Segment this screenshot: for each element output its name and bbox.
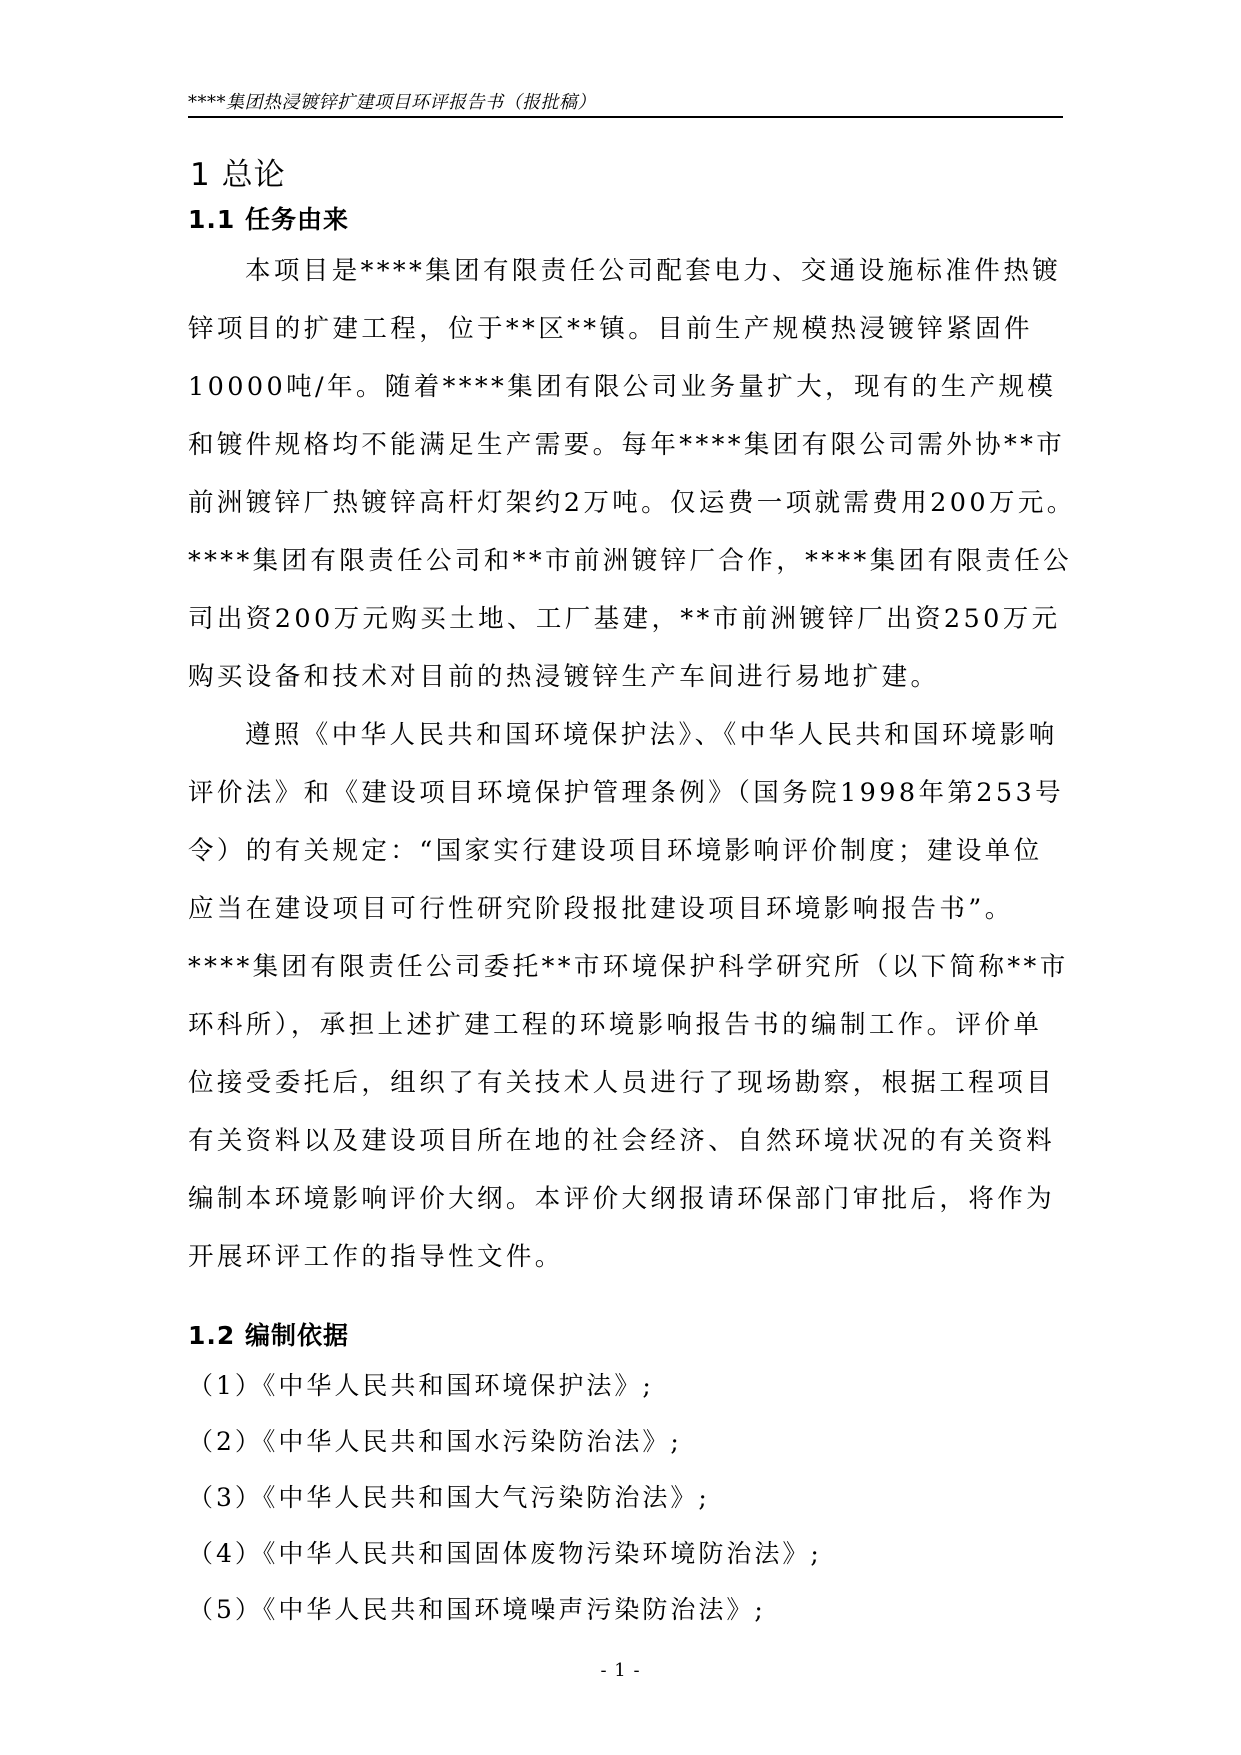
- list-item: （3）《中华人民共和国大气污染防治法》;: [188, 1483, 710, 1512]
- paragraph-line: 开展环评工作的指导性文件。: [188, 1242, 564, 1272]
- paragraph-line: 位接受委托后，组织了有关技术人员进行了现场勘察，根据工程项目: [188, 1068, 1056, 1098]
- paragraph-line: 和镀件规格均不能满足生产需要。每年****集团有限公司需外协**市: [188, 430, 1066, 460]
- paragraph-line: 应当在建设项目可行性研究阶段报批建设项目环境影响报告书”。: [188, 894, 1014, 924]
- paragraph-line: 本项目是****集团有限责任公司配套电力、交通设施标准件热镀: [245, 256, 1062, 286]
- paragraph-task-origin: [188, 242, 1076, 706]
- paragraph-line: 司出资200万元购买土地、工厂基建，**市前洲镀锌厂出资250万元: [188, 604, 1061, 634]
- list-item: （5）《中华人民共和国环境噪声污染防治法》;: [188, 1595, 766, 1624]
- paragraph-line: 10000吨/年。随着****集团有限公司业务量扩大，现有的生产规模: [188, 372, 1057, 402]
- paragraph-line: 环科所），承担上述扩建工程的环境影响报告书的编制工作。评价单: [188, 1010, 1043, 1040]
- list-item: （2）《中华人民共和国水污染防治法》;: [188, 1427, 682, 1456]
- paragraph-line: ****集团有限责任公司委托**市环境保护科学研究所（以下简称**市: [188, 952, 1069, 982]
- paragraph-line: 令）的有关规定：“国家实行建设项目环境影响评价制度；建设单位: [188, 836, 1043, 866]
- paragraph-line: 遵照《中华人民共和国环境保护法》、《中华人民共和国环境影响: [245, 720, 1058, 750]
- basis-list: [188, 1358, 1063, 1638]
- paragraph-legal-basis: [188, 706, 1069, 1286]
- paragraph-line: 购买设备和技术对目前的热浸镀锌生产车间进行易地扩建。: [188, 662, 940, 692]
- page-header: [188, 86, 1063, 118]
- section-spacer: [188, 1286, 1063, 1314]
- list-item: （4）《中华人民共和国固体废物污染环境防治法》;: [188, 1539, 822, 1568]
- paragraph-line: ****集团有限责任公司和**市前洲镀锌厂合作，****集团有限责任公: [188, 546, 1073, 576]
- paragraph-line: 前洲镀锌厂热镀锌高杆灯架约2万吨。仅运费一项就需费用200万元。: [188, 488, 1076, 518]
- section-title-1-2: 1.2 编制依据: [188, 1321, 349, 1350]
- document-running-title: ****集团热浸镀锌扩建项目环评报告书（报批稿）: [188, 92, 596, 113]
- page-number: - 1 -: [600, 1660, 641, 1681]
- page-content: [188, 140, 1076, 1638]
- list-item: （1）《中华人民共和国环境保护法》;: [188, 1371, 654, 1400]
- paragraph-line: 评价法》和《建设项目环境保护管理条例》（国务院1998年第253号: [188, 778, 1065, 808]
- paragraph-line: 编制本环境影响评价大纲。本评价大纲报请环保部门审批后，将作为: [188, 1184, 1056, 1214]
- chapter-title: 1 总论: [190, 157, 286, 193]
- section-title-1-1: 1.1 任务由来: [188, 205, 349, 234]
- paragraph-line: 锌项目的扩建工程，位于**区**镇。目前生产规模热浸镀锌紧固件: [188, 314, 1033, 344]
- paragraph-line: 有关资料以及建设项目所在地的社会经济、自然环境状况的有关资料: [188, 1126, 1056, 1156]
